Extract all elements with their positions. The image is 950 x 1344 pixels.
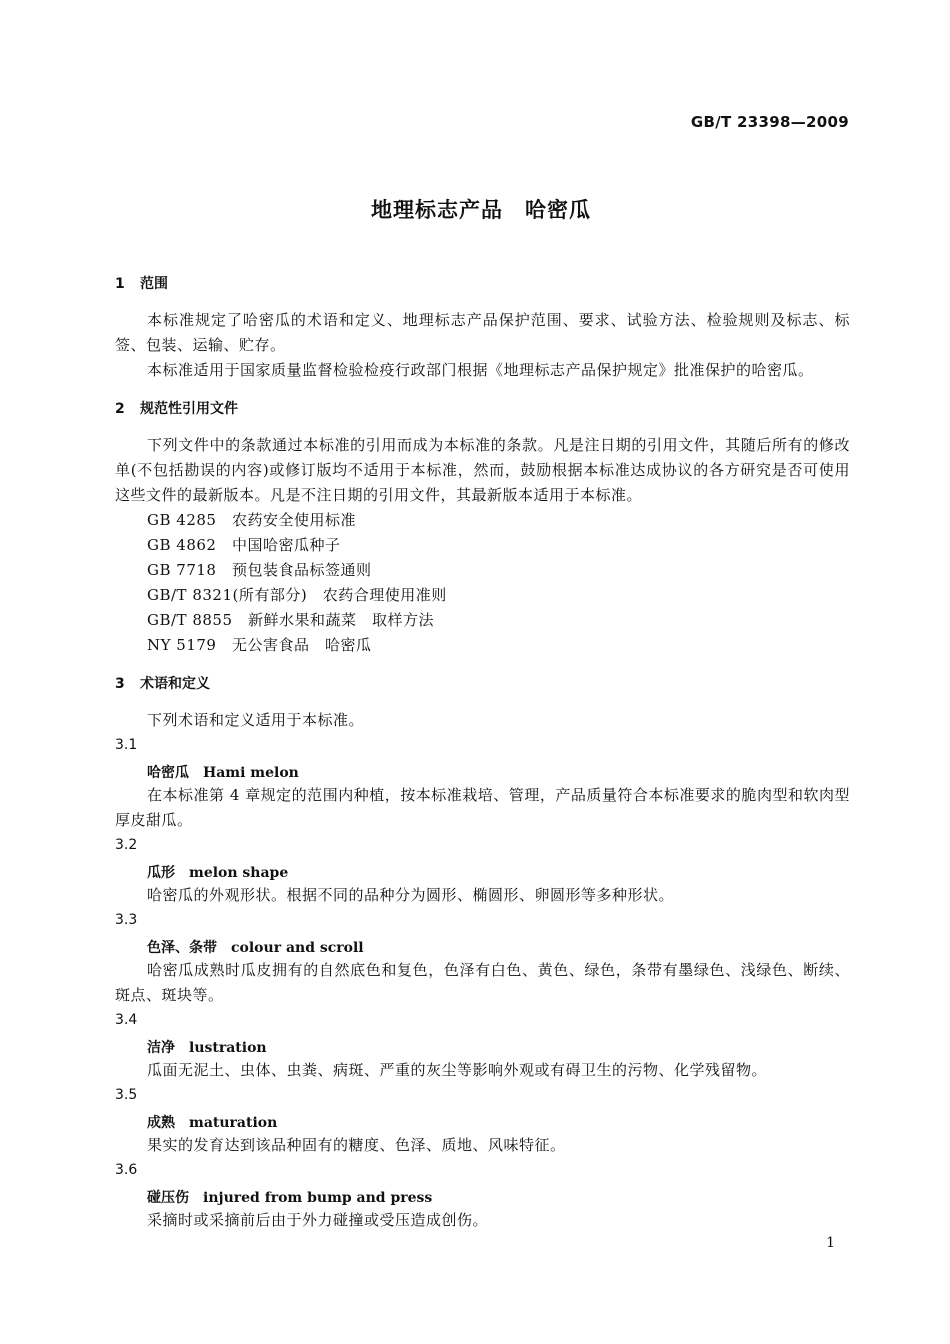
reference-code: GB/T 8855 [147,611,233,629]
reference-item [147,533,340,558]
term-definition: 哈密瓜成熟时瓜皮拥有的自然底色和复色，色泽有白色、黄色、绿色，条带有墨绿色、浅绿色、断续、斑点、斑块等。 [115,961,850,1004]
reference-code: GB 4285 [147,511,217,529]
term-number: 3.2 [115,837,138,853]
section-title: 范围 [140,276,168,292]
reference-item [147,583,447,608]
reference-name: 农药合理使用准则 [322,586,447,604]
section-heading-scope [115,273,168,293]
term-number: 3.5 [115,1087,138,1103]
page-number: 1 [826,1235,835,1251]
term-name [147,1187,432,1207]
section-number: 2 [115,401,125,417]
reference-name: 预包装食品标签通则 [231,561,372,579]
term-name-cn: 碰压伤 [147,1190,189,1206]
section-heading-terms [115,673,210,693]
normative-intro: 下列文件中的条款通过本标准的引用而成为本标准的条款。凡是注日期的引用文件，其随后所有的修改单(不包括勘误的内容)或修订版均不适用于本标准，然而，鼓励根据本标准达成协议的各方研究是否可使用这些文件的最新版本。凡是不注日期的引用文件，其最新版本适用于本标准。 [115,436,850,504]
section-heading-normative [115,398,238,418]
section-title: 术语和定义 [140,676,210,692]
standard-code: GB/T 23398—2009 [690,113,849,131]
terms-intro: 下列术语和定义适用于本标准。 [147,711,365,729]
term-name-en: Hami melon [203,765,299,781]
reference-code: GB/T 8321(所有部分) [147,586,308,604]
reference-item [147,558,371,583]
term-name [147,862,288,882]
term-name-cn: 洁净 [147,1040,175,1056]
section-number: 3 [115,676,125,692]
term-definition: 哈密瓜的外观形状。根据不同的品种分为圆形、椭圆形、卵圆形等多种形状。 [147,886,675,904]
scope-paragraph-1: 本标准规定了哈密瓜的术语和定义、地理标志产品保护范围、要求、试验方法、检验规则及标志、标签、包装、运输、贮存。 [115,311,850,354]
term-number: 3.6 [115,1162,138,1178]
term-name-en: colour and scroll [231,940,364,956]
term-name [147,1037,267,1057]
term-name-en: lustration [189,1040,267,1056]
term-name-cn: 色泽、条带 [147,940,217,956]
section-number: 1 [115,276,125,292]
reference-code: GB 7718 [147,561,217,579]
term-number: 3.3 [115,912,138,928]
reference-item [147,633,372,658]
term-name [147,762,299,782]
reference-item [147,508,356,533]
reference-item [147,608,434,633]
reference-code: GB 4862 [147,536,217,554]
term-name-en: injured from bump and press [203,1190,433,1206]
scope-paragraph-2: 本标准适用于国家质量监督检验检疫行政部门根据《地理标志产品保护规定》批准保护的哈密瓜。 [147,361,814,379]
reference-code: NY 5179 [147,636,217,654]
term-definition: 瓜面无泥土、虫体、虫粪、病斑、严重的灰尘等影响外观或有碍卫生的污物、化学残留物。 [147,1061,768,1079]
term-name [147,937,364,957]
document-title: 地理标志产品 哈密瓜 [371,198,591,222]
term-definition: 果实的发育达到该品种固有的糖度、色泽、质地、风味特征。 [147,1136,566,1154]
term-name [147,1112,277,1132]
term-number: 3.4 [115,1012,138,1028]
term-definition: 采摘时或采摘前后由于外力碰撞或受压造成创伤。 [147,1211,489,1229]
term-name-en: melon shape [189,865,289,881]
term-name-cn: 成熟 [147,1115,175,1131]
reference-name: 农药安全使用标准 [231,511,356,529]
term-name-cn: 哈密瓜 [147,765,189,781]
reference-name: 中国哈密瓜种子 [231,536,341,554]
reference-name: 无公害食品 哈密瓜 [232,636,372,654]
term-name-en: maturation [189,1115,278,1131]
term-definition: 在本标准第 4 章规定的范围内种植，按本标准栽培、管理，产品质量符合本标准要求的脆肉型和软肉型厚皮甜瓜。 [115,786,850,829]
reference-name: 新鲜水果和蔬菜 取样方法 [248,611,435,629]
term-name-cn: 瓜形 [147,865,175,881]
section-title: 规范性引用文件 [140,401,238,417]
term-number: 3.1 [115,737,138,753]
